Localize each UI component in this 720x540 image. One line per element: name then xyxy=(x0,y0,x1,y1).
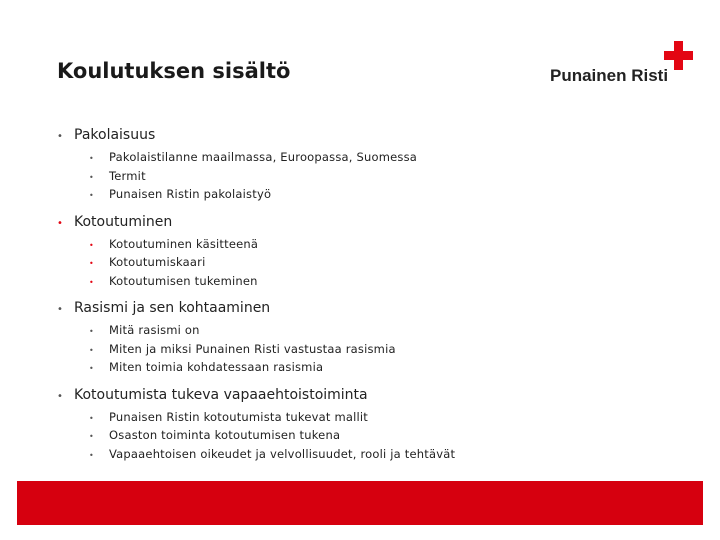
subtopic-item: • Kotoutumiskaari xyxy=(89,254,677,273)
bullet-icon: • xyxy=(89,277,94,287)
red-cross-logo xyxy=(550,41,695,89)
topic-label: Kotoutumista tukeva vapaaehtoistoiminta xyxy=(74,386,368,403)
topic-kotoutuminen xyxy=(57,213,677,292)
subtopic-item: • Mitä rasismi on xyxy=(89,322,677,341)
subtopic-item: • Osaston toiminta kotoutumisen tukena xyxy=(89,427,677,446)
bullet-icon: • xyxy=(89,259,94,268)
subtopic-item: • Termit xyxy=(89,168,677,187)
slide-title: Koulutuksen sisältö xyxy=(57,59,291,83)
subtopic-item: • Punaisen Ristin kotoutumista tukevat mallit xyxy=(89,409,677,428)
bullet-icon: • xyxy=(89,327,94,336)
topic-rasismi xyxy=(57,299,677,378)
bullet-icon: • xyxy=(89,413,94,423)
subtopic-item: • Vapaaehtoisen oikeudet ja velvollisuudet, rooli ja tehtävät xyxy=(89,446,677,465)
subtopic-item: • Punaisen Ristin pakolaistyö xyxy=(89,186,677,205)
subtopic-list xyxy=(89,322,677,378)
subtopic-item: • Kotoutumisen tukeminen xyxy=(89,273,677,292)
bullet-icon: • xyxy=(89,154,94,163)
footer-band xyxy=(17,481,703,525)
bullet-icon: • xyxy=(57,217,63,229)
bullet-icon: • xyxy=(57,390,63,402)
subtopic-item: • Kotoutuminen käsitteenä xyxy=(89,236,677,255)
bullet-icon: • xyxy=(57,304,63,315)
red-cross-icon xyxy=(664,41,693,70)
subtopic-list xyxy=(89,149,677,205)
subtopic-list xyxy=(89,409,677,465)
bullet-icon: • xyxy=(89,240,94,250)
bullet-icon: • xyxy=(89,450,94,460)
topic-label: Rasismi ja sen kohtaaminen xyxy=(74,300,271,316)
subtopic-item: • Miten toimia kohdatessaan rasismia xyxy=(89,359,677,378)
topic-vapaaehtoistoiminta xyxy=(57,386,677,465)
topic-pakolaisuus xyxy=(57,126,677,205)
bullet-icon: • xyxy=(89,364,94,373)
bullet-icon: • xyxy=(89,191,94,200)
bullet-icon: • xyxy=(89,432,94,441)
bullet-icon: • xyxy=(57,131,63,142)
bullet-icon: • xyxy=(89,172,94,182)
subtopic-item: • Miten ja miksi Punainen Risti vastustaa rasismia xyxy=(89,341,677,360)
subtopic-item: • Pakolaistilanne maailmassa, Euroopassa, Suomessa xyxy=(89,149,677,168)
logo-text: Punainen Risti xyxy=(550,66,669,85)
topic-label: Kotoutuminen xyxy=(74,213,173,230)
bullet-icon: • xyxy=(89,345,94,355)
topic-label: Pakolaisuus xyxy=(74,127,156,143)
subtopic-list xyxy=(89,236,677,292)
topic-list xyxy=(57,126,677,472)
